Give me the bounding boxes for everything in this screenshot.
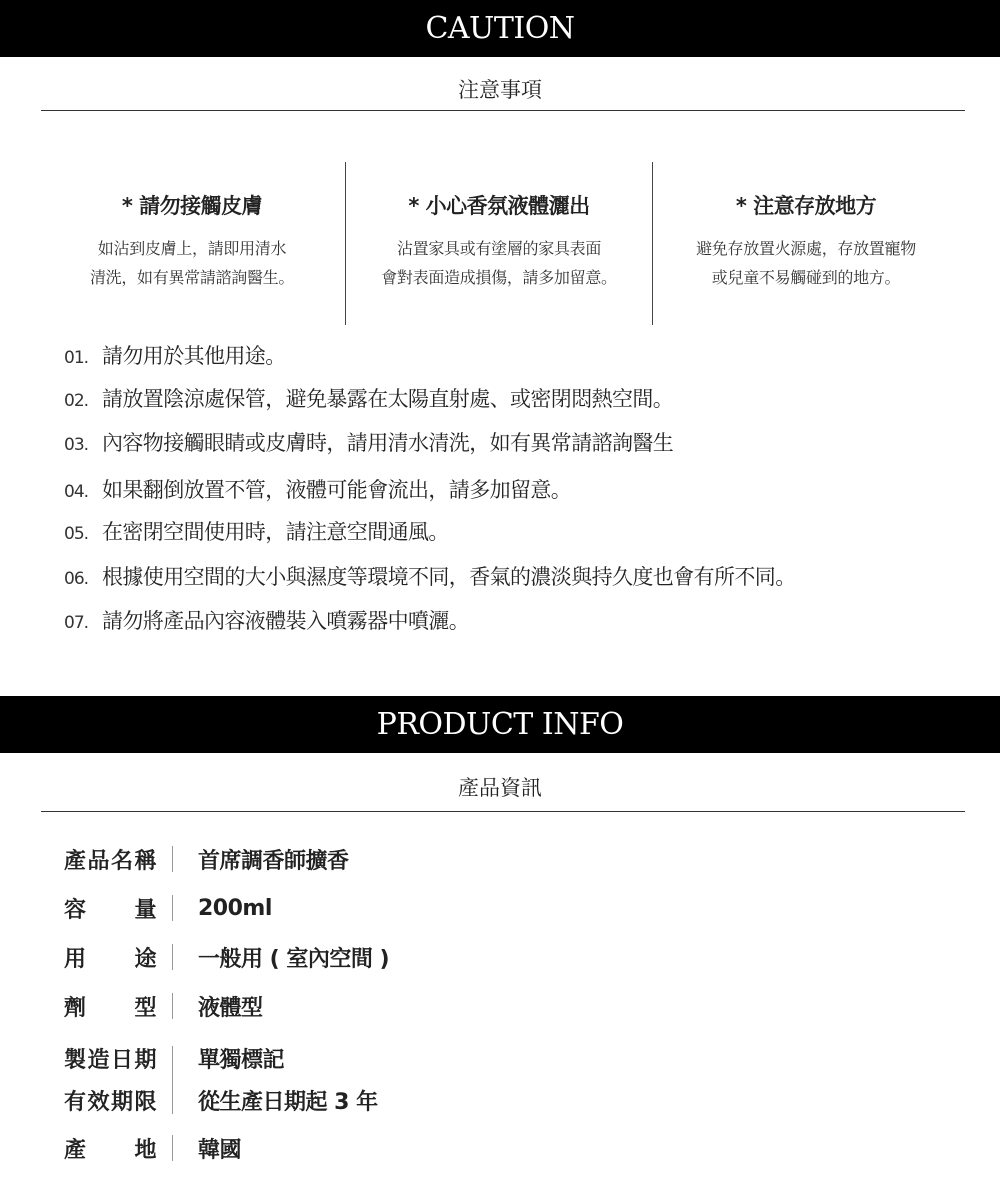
list-item-text: 請放置陰涼處保管，避免暴露在太陽直射處、或密閉悶熱空間。	[102, 387, 674, 411]
caution-column-line: 如沾到皮膚上，請即用清水	[97, 239, 287, 258]
info-row-usage	[64, 936, 389, 978]
list-item-text: 根據使用空間的大小與濕度等環境不同，香氣的濃淡與持久度也會有所不同。	[102, 565, 796, 589]
info-row-volume	[64, 887, 272, 929]
info-label: 產地	[64, 1137, 156, 1163]
caution-column-skin	[39, 162, 345, 325]
info-row-expiry	[64, 1079, 378, 1121]
caution-column-line: 或兒童不易觸碰到的地方。	[711, 268, 901, 287]
caution-column-storage	[652, 162, 959, 325]
info-label: 製造日期	[64, 1047, 156, 1073]
list-item	[64, 427, 673, 457]
caution-column-line: 會對表面造成損傷，請多加留意。	[381, 268, 617, 287]
info-label: 用途	[64, 946, 156, 972]
info-label: 有效期限	[64, 1089, 156, 1115]
caution-banner-title: CAUTION	[425, 11, 575, 46]
caution-column-title: * 小心香氛液體灑出	[408, 194, 590, 218]
list-item	[64, 561, 796, 591]
list-item	[64, 474, 571, 504]
caution-column-line: 避免存放置火源處，存放置寵物	[696, 239, 916, 258]
product-info-table	[64, 838, 964, 1178]
list-item-number: 03.	[64, 435, 89, 455]
info-value: 200ml	[198, 895, 272, 921]
info-row-form	[64, 985, 263, 1027]
info-value: 一般用 ( 室內空間 )	[198, 946, 390, 972]
caution-subtitle: 注意事項	[458, 78, 542, 102]
list-item	[64, 605, 469, 635]
info-value: 韓國	[198, 1137, 242, 1163]
caution-divider	[41, 110, 965, 111]
caution-columns	[39, 162, 959, 325]
list-item-text: 請勿將產品內容液體裝入噴霧器中噴灑。	[102, 609, 470, 633]
list-item-number: 07.	[64, 613, 89, 633]
list-item-text: 內容物接觸眼睛或皮膚時，請用清水清洗，如有異常請諮詢醫生	[102, 431, 674, 455]
caution-column-spill	[345, 162, 652, 325]
info-label: 容量	[64, 897, 156, 923]
product-info-banner	[0, 696, 1000, 753]
info-row-origin	[64, 1127, 241, 1169]
info-value: 液體型	[198, 995, 263, 1021]
list-item	[64, 516, 449, 546]
info-label: 劑型	[64, 995, 156, 1021]
list-item	[64, 383, 673, 413]
list-item-number: 04.	[64, 482, 89, 502]
list-item-number: 06.	[64, 569, 89, 589]
list-item	[64, 340, 286, 370]
info-value: 從生產日期起 3 年	[198, 1089, 378, 1115]
info-label: 產品名稱	[64, 848, 156, 874]
product-info-subtitle: 產品資訊	[458, 776, 542, 800]
caution-banner	[0, 0, 1000, 57]
product-info-banner-title: PRODUCT INFO	[376, 707, 624, 742]
list-item-number: 02.	[64, 391, 89, 411]
caution-column-line: 清洗，如有異常請諮詢醫生。	[89, 268, 295, 287]
caution-column-title: * 請勿接觸皮膚	[121, 194, 263, 218]
info-value: 首席調香師擴香	[198, 848, 349, 874]
info-row-manufacture-date	[64, 1037, 284, 1079]
list-item-number: 01.	[64, 348, 89, 368]
list-item-text: 在密閉空間使用時，請注意空間通風。	[102, 520, 449, 544]
caution-column-title: * 注意存放地方	[735, 194, 877, 218]
info-value: 單獨標記	[198, 1047, 285, 1073]
product-info-divider	[41, 811, 965, 812]
caution-column-line: 沾置家具或有塗層的家具表面	[396, 239, 602, 258]
list-item-text: 請勿用於其他用途。	[102, 344, 286, 368]
info-row-name	[64, 838, 349, 880]
list-item-number: 05.	[64, 524, 89, 544]
list-item-text: 如果翻倒放置不管，液體可能會流出，請多加留意。	[102, 478, 572, 502]
